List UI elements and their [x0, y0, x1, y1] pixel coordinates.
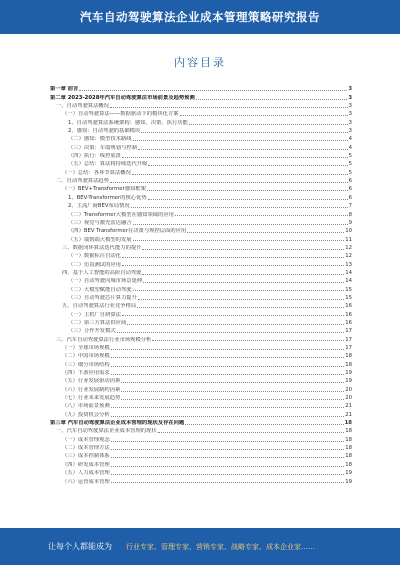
toc-entry-title: （二）第三方算法供应商	[68, 319, 127, 326]
toc-entry[interactable]	[50, 309, 352, 317]
toc-entry[interactable]	[50, 167, 352, 175]
toc-entry-title: 第一章 前言	[50, 86, 79, 93]
toc-page-number: 15	[345, 294, 352, 301]
toc-page-number: 11	[345, 236, 352, 243]
toc-page-number: 19	[345, 370, 352, 377]
toc-page-number: 20	[345, 386, 352, 393]
toc-entry-title: （三）自动驾驶芯片算力提升	[68, 294, 137, 301]
toc-dot-leader	[142, 274, 344, 275]
toc-page-number: 21	[345, 411, 352, 418]
toc-dot-leader	[152, 340, 344, 341]
toc-entry-title: （三）视觉与激光雷达融合	[68, 219, 132, 226]
toc-dot-leader	[122, 257, 344, 258]
toc-dot-leader	[111, 449, 345, 450]
toc-entry-title: 三、数据闭环算法迭代能力的提升	[62, 244, 142, 251]
toc-entry-title: （一）总结：各环节算法概况	[62, 169, 131, 176]
toc-dot-leader	[148, 165, 347, 166]
toc-dot-leader	[132, 174, 348, 175]
toc-page-number: 7	[348, 203, 352, 210]
toc-entry[interactable]	[50, 293, 352, 301]
toc-entry[interactable]	[50, 343, 352, 351]
toc-page-number: 16	[345, 303, 352, 310]
toc-page-number: 18	[345, 428, 352, 435]
toc-dot-leader	[111, 474, 345, 475]
toc-entry[interactable]	[50, 209, 352, 217]
toc-page-number: 17	[345, 336, 352, 343]
toc-page-number: 16	[345, 319, 352, 326]
toc-page-number: 20	[345, 395, 352, 402]
toc-entry[interactable]	[50, 176, 352, 184]
page-header	[0, 0, 400, 34]
toc-entry[interactable]	[50, 109, 352, 117]
toc-page-number: 3	[348, 119, 352, 126]
toc-dot-leader	[148, 199, 348, 200]
toc-entry-title: 2、主流厂商BEV布局情况	[68, 203, 130, 210]
toc-page-number: 17	[345, 345, 352, 351]
toc-page-number: 18	[345, 353, 352, 360]
toc-entry-title: （四）执行：线控底盘	[68, 153, 121, 160]
toc-entry-title: 第三章 汽车自动驾驶算法企业成本管理的现状及存在问题	[50, 420, 185, 427]
toc-dot-leader	[133, 140, 348, 141]
toc-dot-leader	[111, 374, 345, 375]
toc-entry[interactable]	[50, 134, 352, 142]
toc-entry[interactable]	[50, 234, 352, 242]
toc-page-number: 18	[345, 445, 352, 452]
report-title: 汽车自动驾驶算法企业成本管理策略研究报告	[80, 10, 320, 24]
toc-entry[interactable]	[50, 276, 352, 284]
toc-dot-leader	[127, 324, 344, 325]
toc-entry[interactable]	[50, 159, 352, 167]
toc-dot-leader	[111, 357, 345, 358]
toc-entry-title: （九）投资机会分析	[62, 411, 110, 418]
toc-dot-leader	[122, 315, 344, 316]
toc-dot-leader	[141, 132, 347, 133]
toc-page-number: 3	[348, 86, 352, 93]
toc-dot-leader	[147, 190, 348, 191]
toc-entry-title: 五、自动驾驶算法行业竞争格局	[62, 303, 137, 310]
toc-entry[interactable]	[50, 218, 352, 226]
toc-entry[interactable]	[50, 476, 352, 484]
toc-dot-leader	[158, 432, 345, 433]
toc-entry[interactable]	[50, 409, 352, 417]
toc-page-number: 17	[345, 328, 352, 335]
footer-tagline: 行业专家、管理专家、营销专家、战略专家、成本企业家……	[126, 542, 315, 551]
toc-dot-leader	[121, 382, 344, 383]
toc-entry-title: （一）主机厂自研算法	[68, 311, 121, 318]
toc-entry-title: （五）行业发展驱动因素	[62, 378, 121, 385]
toc-page-number: 18	[345, 453, 352, 460]
toc-entry[interactable]	[50, 318, 352, 326]
toc-dot-leader	[117, 332, 345, 333]
toc-entry[interactable]	[50, 384, 352, 392]
toc-entry[interactable]	[50, 184, 352, 192]
toc-page-number: 13	[345, 261, 352, 268]
toc-entry[interactable]	[50, 92, 352, 100]
toc-entry-title: 二、自动驾驶算法趋势	[56, 178, 109, 185]
toc-entry[interactable]	[50, 243, 352, 251]
toc-dot-leader	[138, 299, 344, 300]
toc-entry-title: （六）行业发展制约因素	[62, 386, 121, 393]
toc-page-number: 3	[348, 103, 352, 110]
toc-dot-leader	[111, 366, 345, 367]
toc-entry[interactable]	[50, 351, 352, 359]
toc-page-number: 3	[348, 111, 352, 118]
toc-heading: 内容目录	[174, 56, 226, 69]
toc-entry[interactable]	[50, 376, 352, 384]
footer-slogan: 让每个人都能成为	[48, 542, 112, 551]
toc-entry[interactable]	[50, 359, 352, 367]
toc-dot-leader	[137, 307, 344, 308]
toc-page-number: 21	[345, 403, 352, 410]
toc-dot-leader	[138, 149, 348, 150]
toc-page-number: 8	[348, 211, 352, 218]
toc-page-number: 16	[345, 311, 352, 318]
toc-entry-title: （二）大模型赋能自动驾驶	[68, 286, 132, 293]
toc-entry[interactable]	[50, 226, 352, 234]
toc-page-number: 14	[345, 278, 352, 285]
toc-page-number: 5	[348, 153, 352, 160]
toc-page-number: 10	[345, 228, 352, 235]
toc-entry-title: 1、BEV-Transformer的核心优势	[68, 194, 147, 201]
toc-entry[interactable]	[50, 368, 352, 376]
toc-dot-leader	[110, 107, 348, 108]
toc-entry-title: （二）中国市场规模	[62, 353, 110, 360]
toc-entry[interactable]	[50, 443, 352, 451]
toc-entry-title: （四）研发成本管理	[62, 461, 110, 468]
toc-page-number: 18	[344, 420, 352, 427]
toc-entry-title: （三）细分市场结构	[62, 361, 110, 368]
toc-entry-title: 一、自动驾驶算法概况	[56, 103, 109, 110]
toc-page-number: 5	[348, 161, 352, 168]
toc-dot-leader	[180, 115, 348, 116]
toc-dot-leader	[185, 424, 343, 425]
toc-page-number: 6	[348, 178, 352, 185]
toc-page-number: 19	[345, 470, 352, 477]
toc-entry-title: （八）市场前景预测	[62, 403, 110, 410]
toc-entry[interactable]	[50, 84, 352, 92]
toc-entry-title: （六）运营成本管理	[62, 478, 110, 485]
toc-entry[interactable]	[50, 393, 352, 401]
toc-entry-title: （一）数据标注自动化	[68, 253, 121, 260]
toc-entry-title: （五）人力成本管理	[62, 470, 110, 477]
toc-entry[interactable]	[50, 434, 352, 442]
toc-dot-leader	[111, 416, 345, 417]
toc-dot-leader	[133, 240, 345, 241]
toc-entry-title: （五）端到端大模型的发展	[68, 236, 132, 243]
toc-entry-title: （二）成本管理方法	[62, 445, 110, 452]
toc-dot-leader	[111, 482, 345, 483]
toc-page-number: 3	[348, 94, 352, 101]
toc-dot-leader	[131, 207, 348, 208]
toc-entry-title: （一）全球市场规模	[62, 345, 110, 351]
toc-entry-title: （四）下游应用需求	[62, 370, 110, 377]
toc-dot-leader	[111, 441, 345, 442]
toc-dot-leader	[110, 182, 348, 183]
toc-entry-title: （一）自动驾驶算法——数据驱动下的模块化方案	[62, 111, 179, 118]
toc-entry[interactable]	[50, 301, 352, 309]
toc-entry-title: （一）成本管理观念	[62, 436, 110, 443]
toc-page-number: 18	[345, 436, 352, 443]
toc-entry[interactable]	[50, 426, 352, 434]
toc-entry-title: （一）BEV+Transformer感知框架	[62, 186, 146, 193]
toc-dot-leader	[122, 265, 344, 266]
toc-entry[interactable]	[50, 251, 352, 259]
toc-entry[interactable]	[50, 459, 352, 467]
toc-entry-title: （三）成本控制体系	[62, 453, 110, 460]
toc-entry-title: （三）合作开发模式	[68, 328, 116, 335]
toc-entry[interactable]	[50, 334, 352, 342]
page-footer	[0, 528, 400, 565]
toc-dot-leader	[142, 249, 344, 250]
toc-entry[interactable]	[50, 418, 352, 426]
toc-dot-leader	[175, 215, 348, 216]
toc-entry[interactable]	[50, 101, 352, 109]
toc-entry[interactable]	[50, 151, 352, 159]
toc-dot-leader	[189, 124, 348, 125]
toc-entry[interactable]	[50, 284, 352, 292]
toc-entry-title: 四、基于人工智能的高阶自动驾驶	[62, 269, 142, 276]
toc-dot-leader	[111, 466, 345, 467]
toc-page-number: 18	[345, 461, 352, 468]
toc-entry-title: （二）仿真测试的应用	[68, 261, 121, 268]
toc-page-number: 6	[348, 194, 352, 201]
toc-entry[interactable]	[50, 468, 352, 476]
toc-entry[interactable]	[50, 268, 352, 276]
toc-page-number: 3	[348, 128, 352, 135]
toc-entry[interactable]	[50, 142, 352, 150]
toc-entry[interactable]	[50, 326, 352, 334]
toc-dot-leader	[133, 290, 345, 291]
toc-dot-leader	[133, 224, 348, 225]
toc-entry-title: （一）自动驾驶向城市场景延伸	[68, 278, 143, 285]
toc-dot-leader	[187, 232, 344, 233]
toc-entry[interactable]	[50, 259, 352, 267]
toc-entry-title: 2、感知：自动驾驶的基础模块	[68, 128, 141, 135]
toc-entry[interactable]	[50, 201, 352, 209]
toc-page-number: 4	[348, 144, 352, 151]
toc-entry[interactable]	[50, 192, 352, 200]
toc-page-number: 9	[348, 219, 352, 226]
toc-entry-title: （二）Transformer大模型在感知领域的应用	[68, 211, 174, 218]
toc-page-number: 19	[345, 378, 352, 385]
table-of-contents	[50, 84, 352, 485]
toc-page-number: 14	[345, 269, 352, 276]
toc-page-number: 6	[348, 186, 352, 193]
toc-page-number: 18	[345, 361, 352, 368]
toc-entry-title: （四）BEV Transformer在决策与规控层面的应用	[68, 228, 187, 235]
toc-dot-leader	[143, 282, 344, 283]
toc-page-number: 12	[345, 244, 352, 251]
toc-dot-leader	[196, 99, 348, 100]
toc-entry-title: （三）决策：车端规划与控制	[68, 144, 137, 151]
toc-entry-title: （七）行业未来发展趋势	[62, 395, 121, 402]
toc-entry[interactable]	[50, 126, 352, 134]
toc-entry-title: （五）总结：算法将持续迭代升级	[68, 161, 148, 168]
toc-page-number: 5	[348, 169, 352, 176]
toc-entry[interactable]	[50, 117, 352, 125]
toc-dot-leader	[111, 407, 345, 408]
toc-entry-title: 三、汽车自动驾驶算法行业市场规模分析	[56, 336, 152, 343]
toc-entry[interactable]	[50, 401, 352, 409]
toc-page-number: 12	[345, 253, 352, 260]
toc-entry-title: 一、汽车自动驾驶算法企业成本管理的现状	[56, 428, 157, 435]
toc-dot-leader	[121, 391, 344, 392]
toc-page-number: 19	[345, 478, 352, 485]
toc-dot-leader	[79, 90, 347, 91]
toc-entry-title: （二）感知：模型技术路线	[68, 136, 132, 143]
toc-entry[interactable]	[50, 451, 352, 459]
toc-dot-leader	[121, 399, 344, 400]
toc-dot-leader	[111, 349, 345, 350]
toc-dot-leader	[111, 457, 345, 458]
toc-page-number: 15	[345, 286, 352, 293]
toc-entry-title: 1、自动驾驶算法系统架构：感知、决策、执行功能	[68, 119, 188, 126]
toc-dot-leader	[122, 157, 348, 158]
toc-page-number: 4	[348, 136, 352, 143]
toc-entry-title: 第二章 2023-2028年汽车自动驾驶算法市场前景及趋势预测	[50, 94, 195, 101]
